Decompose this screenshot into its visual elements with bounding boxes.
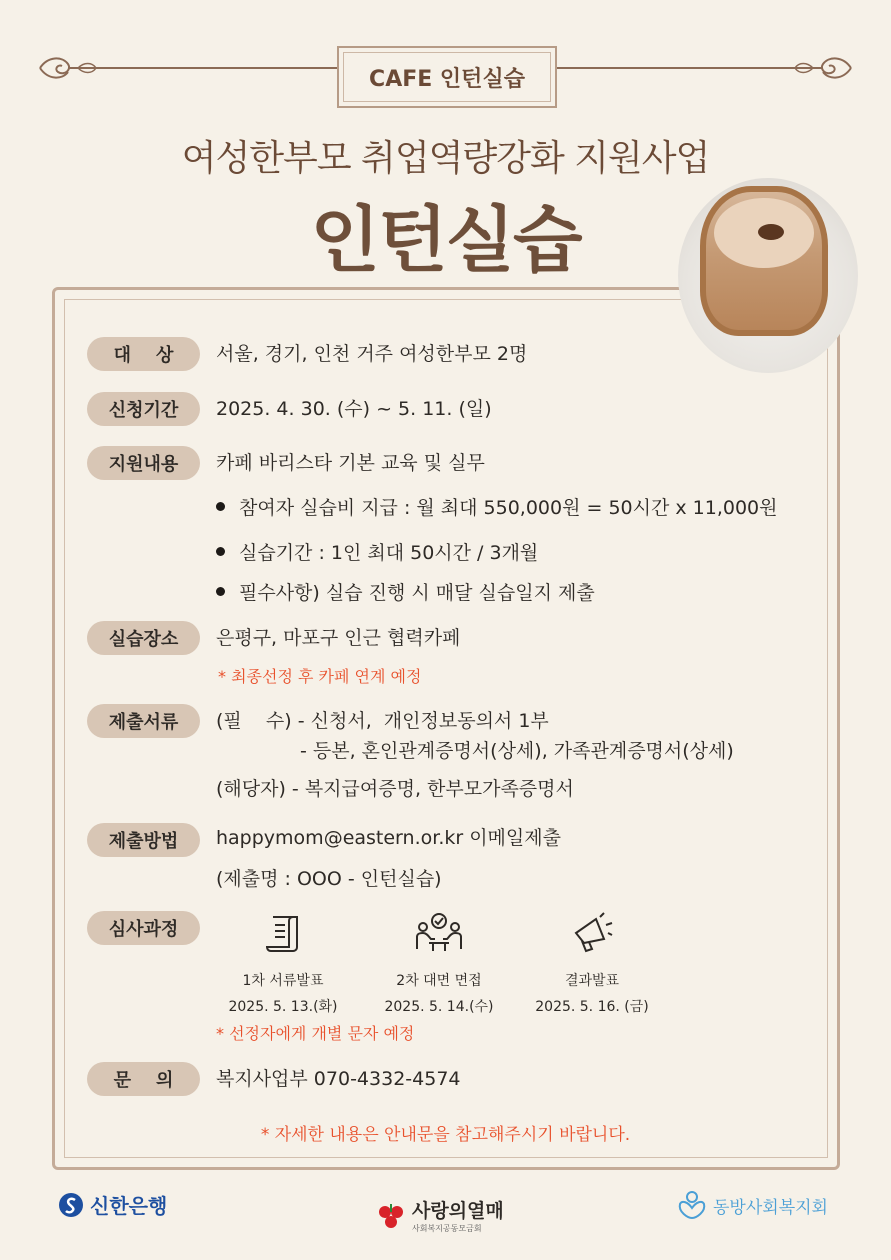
- review-step-2: 2차 대면 면접 2025. 5. 14.(수): [364, 908, 514, 1016]
- megaphone-icon: [517, 908, 667, 958]
- category-tag: CAFE 인턴실습: [337, 46, 557, 108]
- label-contact: 문 의: [87, 1062, 200, 1096]
- row-period: [87, 398, 492, 426]
- label-docs: 제출서류: [87, 704, 200, 738]
- label-place: 실습장소: [87, 621, 200, 655]
- row-support: [87, 452, 485, 480]
- fruit-icon: [376, 1200, 406, 1230]
- label-period: 신청기간: [87, 392, 200, 426]
- row-place: [87, 627, 460, 655]
- support-bullet: 필수사항) 실습 진행 시 매달 실습일지 제출: [216, 578, 595, 605]
- docs-line-1: (필 수) - 신청서, 개인정보동의서 1부: [216, 710, 549, 732]
- subtitle: 여성한부모 취업역량강화 지원사업: [181, 138, 710, 179]
- row-contact: [87, 1068, 461, 1096]
- row-review: [87, 917, 200, 945]
- coffee-photo: [678, 178, 858, 373]
- value-support: 카페 바리스타 기본 교육 및 실무: [216, 452, 485, 474]
- docs-line-2: - 등본, 혼인관계증명서(상세), 가족관계증명서(상세): [300, 740, 734, 762]
- logo-chest: 사랑의열매 사회복지공동모금회: [376, 1196, 504, 1234]
- method-line-1: happymom@eastern.or.kr 이메일제출: [216, 827, 561, 849]
- row-docs: [87, 710, 200, 738]
- review-step-1: 1차 서류발표 2025. 5. 13.(화): [208, 908, 358, 1016]
- value-period: 2025. 4. 30. (수) ~ 5. 11. (일): [216, 398, 492, 420]
- review-step-3: 결과발표 2025. 5. 16. (금): [517, 908, 667, 1016]
- place-note: * 최종선정 후 카페 연계 예정: [218, 667, 422, 686]
- label-method: 제출방법: [87, 823, 200, 857]
- support-bullet: 실습기간 : 1인 최대 50시간 / 3개월: [216, 538, 538, 565]
- page-title: 인턴실습: [310, 198, 581, 282]
- value-target: 서울, 경기, 인천 거주 여성한부모 2명: [216, 343, 528, 365]
- row-target: [87, 343, 527, 371]
- value-place: 은평구, 마포구 인근 협력카페: [216, 627, 461, 649]
- shinhan-icon: [58, 1192, 84, 1218]
- label-review: 심사과정: [87, 911, 200, 945]
- footer-note: * 자세한 내용은 안내문을 참고해주시기 바랍니다.: [260, 1125, 631, 1145]
- coffee-cup: [700, 186, 828, 336]
- ornament-left: [38, 50, 338, 86]
- logo-dongbang: 동방사회복지회: [676, 1190, 828, 1220]
- value-contact: 복지사업부 070-4332-4574: [216, 1068, 461, 1090]
- interview-icon: [364, 908, 514, 958]
- label-target: 대 상: [87, 337, 200, 371]
- heart-people-icon: [676, 1190, 708, 1220]
- logo-shinhan: 신한은행: [58, 1190, 167, 1219]
- review-note: * 선정자에게 개별 문자 예정: [216, 1024, 415, 1043]
- row-method: [87, 829, 200, 857]
- label-support: 지원내용: [87, 446, 200, 480]
- method-line-2: (제출명 : OOO - 인턴실습): [216, 868, 442, 890]
- docs-line-3: (해당자) - 복지급여증명, 한부모가족증명서: [216, 778, 574, 800]
- document-icon: [208, 908, 358, 958]
- ornament-right: [553, 50, 853, 86]
- support-bullet: 참여자 실습비 지급 : 월 최대 550,000원 = 50시간 x 11,000원: [216, 493, 778, 520]
